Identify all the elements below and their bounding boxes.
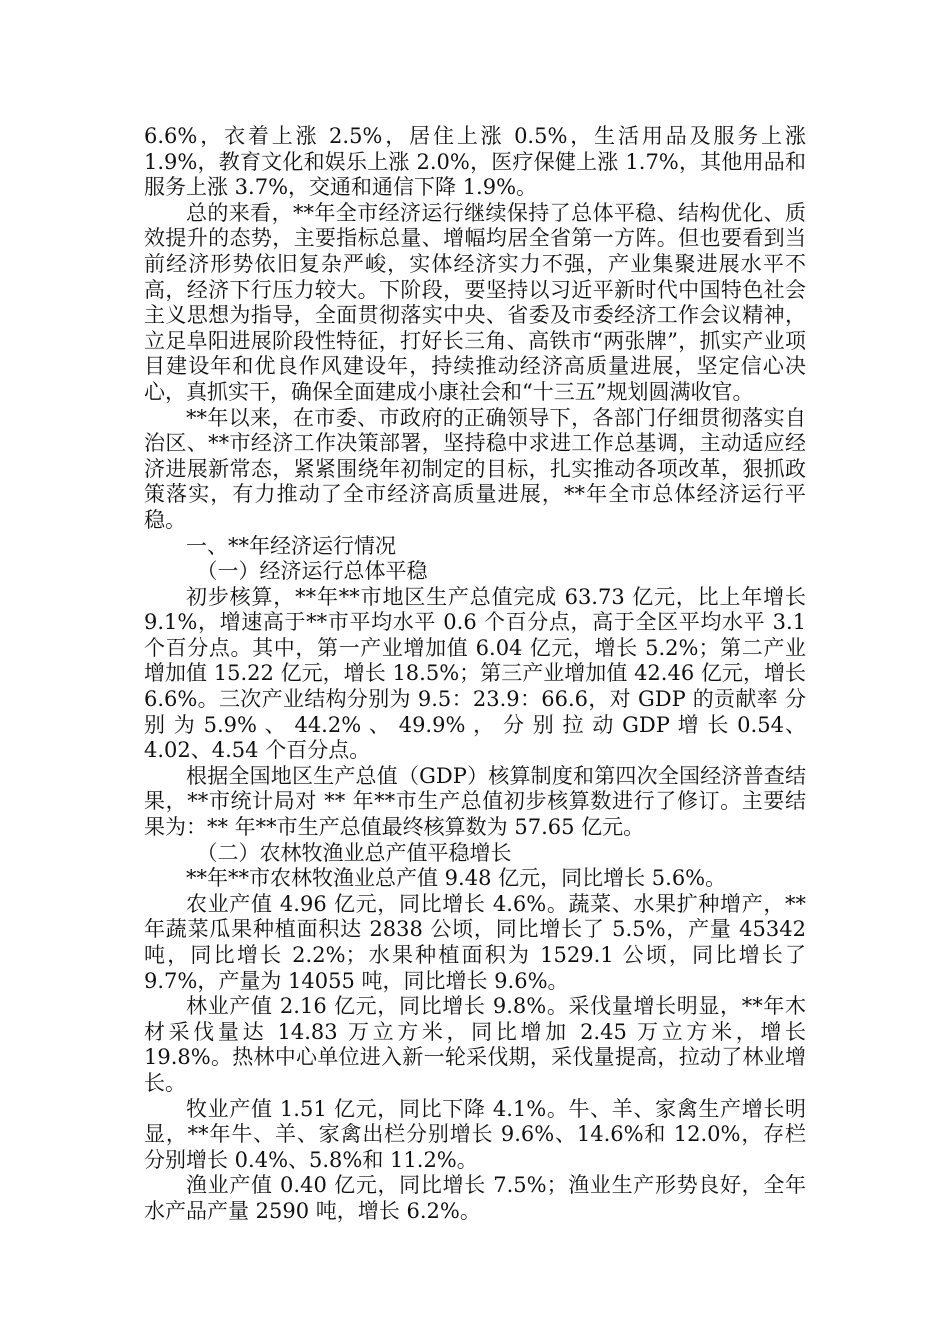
paragraph-overall-summary: 总的来看，**年全市经济运行继续保持了总体平稳、结构优化、质效提升的态势，主要指标总量、增幅均居全省第一方阵。但也要看到当前经济形势依旧复杂严峻，实体经济实力不强，产业集聚进展水平不高，经济下行压力较大。下阶段，要坚持以习近平新时代中国特色社会主义思想为指导，全面贯彻落实中央、省委及市委经济工作会议精神，立足阜阳进展阶段性特征，打好长三角、高铁市“两张牌”，抓实产业项目建设年和优良作风建设年，持续推动经济高质量进展，坚定信心决心，真抓实干，确保全面建成小康社会和“十三五”规划圆满收官。: [144, 200, 806, 404]
paragraph-farming: 农业产值 4.96 亿元，同比增长 4.6%。蔬菜、水果扩种增产，**年蔬菜瓜果种植面积达 2838 公顷，同比增长了 5.5%，产量 45342 吨，同比增长 2.2%；水果种植面积为 1529.1 公顷，同比增长了 9.7%，产量为 14055 吨，同比增长 9.6%。: [144, 891, 806, 993]
paragraph-gdp-accounting: 初步核算，**年**市地区生产总值完成 63.73 亿元，比上年增长 9.1%，增速高于**市平均水平 0.6 个百分点，高于全区平均水平 3.1 个百分点。其中，第一产业增加值 6.04 亿元，增长 5.2%；第二产业增加值 15.22 亿元，增长 18.5%；第三产业增加值 42.46 亿元，增长 6.6%。三次产业结构分别为 9.5：23.9：66.6，对 GDP 的贡献率 分 别 为 5.9% 、 44.2% 、 49.9% ， 分 别 拉 动 GDP 增 长 0.54、4.02、4.54 个百分点。: [144, 584, 806, 763]
paragraph-fishery: 渔业产值 0.40 亿元，同比增长 7.5%；渔业生产形势良好，全年水产品产量 2590 吨，增长 6.2%。: [144, 1173, 806, 1223]
paragraph-introduction: **年以来，在市委、市政府的正确领导下，各部门仔细贯彻落实自治区、**市经济工作决策部署，坚持稳中求进工作总基调，主动适应经济进展新常态，紧紧围绕年初制定的目标，扎实推动各项改革，狠抓政策落实，有力推动了全市经济高质量进展，**年全市总体经济运行平稳。: [144, 405, 806, 532]
paragraph-forestry: 林业产值 2.16 亿元，同比增长 9.8%。采伐量增长明显，**年木材采伐量达 14.83 万立方米，同比增加 2.45 万立方米，增长 19.8%。热林中心单位进入新一轮采伐期，采伐量提高，拉动了林业增长。: [144, 994, 806, 1095]
paragraph-animal-husbandry: 牧业产值 1.51 亿元，同比下降 4.1%。牛、羊、家禽生产增长明显，**年牛、羊、家禽出栏分别增长 9.6%、14.6%和 12.0%，存栏分别增长 0.4%、5.8%和 11.2%。: [144, 1096, 806, 1172]
paragraph-gdp-revision: 根据全国地区生产总值（GDP）核算制度和第四次全国经济普查结果，**市统计局对 ** 年**市生产总值初步核算数进行了修订。主要结果为：** 年**市生产总值最终核算数为 57.65 亿元。: [144, 763, 806, 840]
document-body: [144, 124, 806, 1225]
paragraph-agriculture-total: **年**市农林牧渔业总产值 9.48 亿元，同比增长 5.6%。: [186, 866, 727, 891]
section-heading-economic-operation: 一、**年经济运行情况: [186, 533, 396, 558]
subsection-heading-overall-stable: （一）经济运行总体平稳: [196, 559, 428, 584]
paragraph-price-index-continued: 6.6%，衣着上涨 2.5%，居住上涨 0.5%，生活用品及服务上涨 1.9%，教育文化和娱乐上涨 2.0%，医疗保健上涨 1.7%，其他用品和服务上涨 3.7%，交通和通信下降 1.9%。: [144, 124, 806, 200]
subsection-heading-agriculture: （二）农林牧渔业总产值平稳增长: [196, 840, 512, 865]
